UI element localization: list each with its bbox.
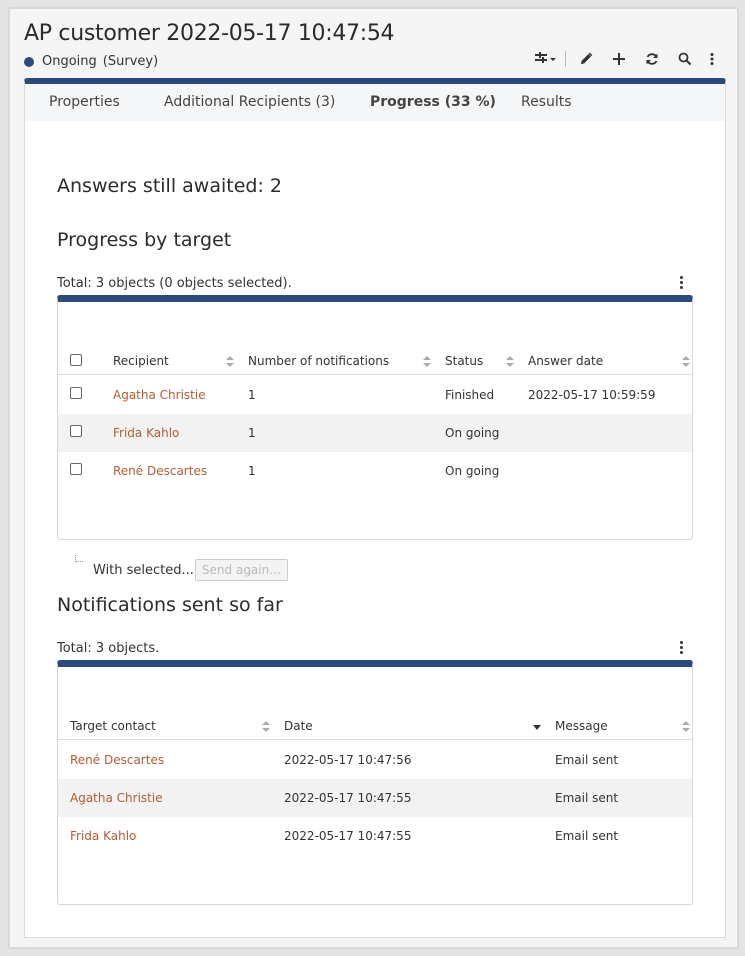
row-checkbox[interactable]: [70, 463, 82, 475]
row-checkbox[interactable]: [70, 425, 82, 437]
col-status[interactable]: Status: [445, 354, 484, 368]
message-cell: Email sent: [555, 829, 619, 843]
col-recipient[interactable]: Recipient: [113, 354, 169, 368]
contact-link[interactable]: Frida Kahlo: [70, 829, 137, 843]
select-all-checkbox[interactable]: [70, 354, 82, 366]
recipient-link[interactable]: Agatha Christie: [113, 388, 206, 402]
sort-target-contact-icon[interactable]: [262, 721, 270, 733]
pencil-icon[interactable]: [569, 49, 602, 69]
notifications-count: 1: [248, 464, 256, 478]
table-row: [58, 741, 692, 779]
notifications-grid-menu-icon[interactable]: [674, 638, 688, 656]
col-notifications[interactable]: Number of notifications: [248, 354, 390, 368]
date-cell: 2022-05-17 10:47:55: [284, 829, 412, 843]
with-selected-label: With selected...: [93, 562, 194, 578]
table-row: [58, 414, 692, 452]
notifications-grid-header: [58, 714, 692, 740]
notifications-count: 1: [248, 388, 256, 402]
recipient-link[interactable]: René Descartes: [113, 464, 208, 478]
col-target-contact[interactable]: Target contact: [70, 719, 156, 733]
notifications-count: 1: [248, 426, 256, 440]
tab-progress[interactable]: Progress (33 %): [370, 94, 496, 110]
object-window: [9, 8, 738, 948]
status-line: [24, 54, 158, 69]
status-dot-icon: [24, 57, 34, 67]
search-icon[interactable]: [668, 49, 701, 69]
status-cell: On going: [445, 426, 500, 440]
tab-results[interactable]: Results: [521, 94, 572, 110]
progress-grid-header: [58, 349, 692, 375]
progress-total: Total: 3 objects (0 objects selected).: [57, 276, 292, 291]
col-answer-date[interactable]: Answer date: [528, 354, 604, 368]
contact-link[interactable]: Agatha Christie: [70, 791, 163, 805]
date-cell: 2022-05-17 10:47:55: [284, 791, 412, 805]
answers-awaited: Answers still awaited: 2: [57, 175, 282, 197]
sort-answer-date-icon[interactable]: [682, 356, 690, 368]
refresh-icon[interactable]: [635, 49, 668, 69]
status-text: Ongoing: [42, 54, 97, 69]
notifications-grid: [57, 660, 693, 905]
with-selected-bar: [93, 559, 288, 581]
sort-desc-icon[interactable]: [533, 725, 541, 730]
message-cell: Email sent: [555, 753, 619, 767]
toolbar: [529, 49, 723, 69]
progress-by-target-heading: Progress by target: [57, 229, 232, 251]
filter-dropdown-icon[interactable]: [529, 49, 562, 69]
tab-properties[interactable]: Properties: [49, 94, 120, 110]
row-checkbox[interactable]: [70, 387, 82, 399]
table-row: [58, 817, 692, 855]
page-title: AP customer 2022-05-17 10:47:54: [24, 21, 395, 46]
contact-link[interactable]: René Descartes: [70, 753, 165, 767]
recipient-link[interactable]: Frida Kahlo: [113, 426, 180, 440]
table-row: [58, 452, 692, 490]
send-again-button[interactable]: Send again...: [195, 559, 288, 581]
sort-recipient-icon[interactable]: [226, 356, 234, 368]
plus-icon[interactable]: [602, 49, 635, 69]
notifications-heading: Notifications sent so far: [57, 594, 283, 616]
table-row: [58, 376, 692, 414]
selection-connector: [75, 555, 83, 562]
col-date[interactable]: Date: [284, 719, 313, 733]
table-row: [58, 779, 692, 817]
status-cell: Finished: [445, 388, 495, 402]
sort-status-icon[interactable]: [506, 356, 514, 368]
status-cell: On going: [445, 464, 500, 478]
more-vertical-icon[interactable]: [701, 49, 723, 69]
col-message[interactable]: Message: [555, 719, 608, 733]
toolbar-separator: [565, 51, 566, 67]
message-cell: Email sent: [555, 791, 619, 805]
sort-message-icon[interactable]: [682, 721, 690, 733]
content-panel: [24, 78, 726, 938]
object-type: (Survey): [102, 54, 159, 69]
date-cell: 2022-05-17 10:47:56: [284, 753, 412, 767]
progress-grid: [57, 295, 693, 540]
tab-bar: [25, 84, 725, 121]
tab-additional-recipients[interactable]: Additional Recipients (3): [164, 94, 336, 110]
progress-grid-menu-icon[interactable]: [674, 273, 688, 291]
notifications-total: Total: 3 objects.: [57, 641, 160, 656]
sort-notifications-icon[interactable]: [423, 356, 431, 368]
answer-date-cell: 2022-05-17 10:59:59: [528, 388, 656, 402]
